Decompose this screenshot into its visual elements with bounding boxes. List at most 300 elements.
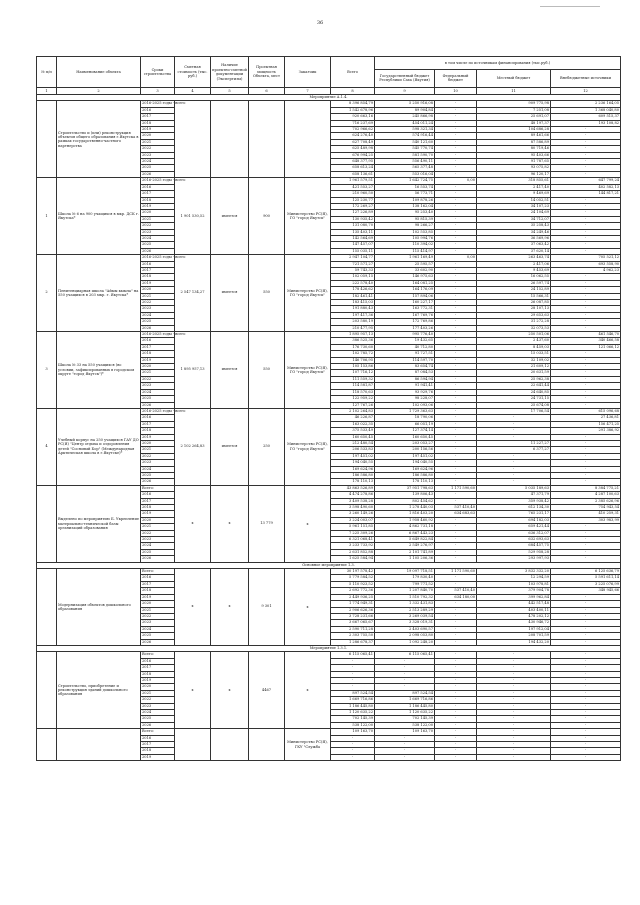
offbudget-cell: - xyxy=(551,248,621,254)
federal-budget-cell: - xyxy=(435,357,477,363)
term-cell: 2016-2025 годы - всего xyxy=(142,101,186,106)
total-cell: 30 197 578,42 xyxy=(331,569,375,575)
object-name xyxy=(57,729,141,761)
total-cell: 2 449 936,25 xyxy=(331,594,375,600)
header-numbers-row xyxy=(37,88,621,95)
state-budget-cell: 157 894,06 xyxy=(375,293,435,299)
local-budget-cell: 20 631,59 xyxy=(477,370,551,376)
header-number-cell: 6 xyxy=(249,88,285,95)
object-capacity xyxy=(249,729,285,761)
state-budget-cell: 2 098 053,80 xyxy=(375,633,435,639)
federal-budget-cell: - xyxy=(435,267,477,273)
local-budget-cell: 103 978,81 xyxy=(477,581,551,587)
local-budget-cell: - xyxy=(477,428,551,434)
state-budget-cell: 1 510 792,32 xyxy=(375,594,435,600)
term-cell: 2017 xyxy=(141,498,175,504)
offbudget-cell: - xyxy=(551,607,621,613)
local-budget-cell: 34 107,23 xyxy=(477,203,551,209)
total-cell: 627 708,49 xyxy=(331,139,375,145)
federal-budget-cell: - xyxy=(435,242,477,248)
object-name: Пенитенциарная школа "Айыы кыыла" на 550 учащихся в 203 мкр. г. Якутска* xyxy=(57,255,141,332)
local-budget-cell: 6 377,27 xyxy=(477,447,551,453)
term-cell: 2024 xyxy=(141,626,175,632)
state-budget-cell: 19 097 718,51 xyxy=(375,569,435,575)
federal-budget-cell: - xyxy=(435,498,477,504)
term-cell: 2026 xyxy=(141,325,175,331)
local-budget-cell: 24 104,69 xyxy=(477,210,551,216)
federal-budget-cell: - xyxy=(435,626,477,632)
total-cell: 3 667 065,67 xyxy=(331,620,375,626)
object-capacity: 900 xyxy=(249,178,285,255)
offbudget-cell: 461 546,70 xyxy=(551,332,621,338)
local-budget-cell: - xyxy=(477,421,551,427)
state-budget-cell: 33 602,90 xyxy=(375,267,435,273)
state-budget-cell: - xyxy=(375,748,435,754)
local-budget-cell: 37 063,42 xyxy=(477,242,551,248)
federal-budget-cell: - xyxy=(435,235,477,241)
object-customer: Министерство РС(Я), ГО "город Якутск" xyxy=(285,332,331,409)
federal-budget-cell: - xyxy=(435,722,477,728)
local-budget-cell: 15 033,51 xyxy=(477,351,551,357)
total-cell: 3 233 733,92 xyxy=(331,543,375,549)
federal-budget-cell: - xyxy=(435,319,477,325)
offbudget-cell: - xyxy=(551,703,621,709)
total-cell: 6 321 068,41 xyxy=(331,537,375,543)
local-budget-cell: 9 453,69 xyxy=(477,267,551,273)
total-cell: 7 225 309,26 xyxy=(331,530,375,536)
total-cell: 125 230,77 xyxy=(331,197,375,203)
table-row xyxy=(37,569,621,575)
offbudget-cell: - xyxy=(551,722,621,728)
federal-budget-cell: - xyxy=(435,351,477,357)
state-budget-cell: 86 594,94 xyxy=(375,376,435,382)
object-capacity: 550 xyxy=(249,332,285,409)
federal-budget-cell: - xyxy=(435,620,477,626)
federal-budget-cell: - xyxy=(435,639,477,645)
local-budget-cell: 25 962,38 xyxy=(477,376,551,382)
object-number xyxy=(37,101,57,178)
state-budget-cell: 164 081,25 xyxy=(375,280,435,286)
offbudget-cell: - xyxy=(551,530,621,536)
federal-budget-cell: - xyxy=(435,549,477,555)
federal-budget-cell: - xyxy=(435,152,477,158)
term-cell: 2022 xyxy=(141,223,175,229)
federal-budget-cell: - xyxy=(435,229,477,235)
object-docs: имеется xyxy=(211,408,249,485)
federal-budget-cell: - xyxy=(435,492,477,498)
offbudget-cell: - xyxy=(551,242,621,248)
term-cell: 2022 xyxy=(141,146,175,152)
local-budget-cell: 47 371,79 xyxy=(477,492,551,498)
offbudget-cell: 340 466,58 xyxy=(551,338,621,344)
term-cell: 2019 xyxy=(141,357,175,363)
state-budget-cell: 574 916,44 xyxy=(375,133,435,139)
object-name: Учебный корпус на 250 учащихся ГАУ ДО РС(Я) "Центр отдыха и оздоровления детей "Сосновый Бор" (Международная Арктическая школа в г.Якутске)* xyxy=(57,408,141,485)
state-budget-cell: 109 878,26 xyxy=(375,197,435,203)
offbudget-cell: - xyxy=(551,748,621,754)
term-cell: 2016 xyxy=(141,415,175,421)
state-budget-cell: 194 040,55 xyxy=(375,460,435,466)
section-title: Мероприятие 1.3.1. xyxy=(37,645,621,651)
object-name: Модернизация объектов дошкольного образования xyxy=(57,569,141,646)
local-budget-cell: - xyxy=(477,754,551,760)
object-customer: Министерство РС(Я), ГО "город Якутск" xyxy=(285,408,331,485)
term-cell: 2024 xyxy=(141,710,175,716)
header-term: Сроки строительства xyxy=(141,57,175,88)
federal-budget-cell: 1 171 590,60 xyxy=(435,485,477,491)
local-budget-cell: 35 258,43 xyxy=(477,223,551,229)
local-budget-cell: 26 597,74 xyxy=(477,280,551,286)
state-budget-cell: 95 815,39 xyxy=(375,216,435,222)
federal-budget-cell: - xyxy=(435,338,477,344)
term-cell: 2023 xyxy=(141,537,175,543)
offbudget-cell: 1 368 040,80 xyxy=(551,107,621,113)
local-budget-cell: 529 958,28 xyxy=(477,549,551,555)
total-cell: 105 153,86 xyxy=(331,364,375,370)
offbudget-cell: - xyxy=(551,376,621,382)
state-budget-cell: 25 595,57 xyxy=(375,261,435,267)
state-budget-cell: 2 403 690,57 xyxy=(375,626,435,632)
term-cell: 2017 xyxy=(141,665,175,671)
total-cell: 1 774 949,31 xyxy=(331,601,375,607)
federal-budget-cell: - xyxy=(435,697,477,703)
local-budget-cell: 87 586,89 xyxy=(477,139,551,145)
offbudget-cell: - xyxy=(551,293,621,299)
offbudget-cell: 609 515,37 xyxy=(551,114,621,120)
local-budget-cell: 96 120,17 xyxy=(477,171,551,177)
total-cell: 43 863 526,89 xyxy=(331,485,375,491)
federal-budget-cell: - xyxy=(435,396,477,402)
federal-budget-cell: - xyxy=(435,376,477,382)
offbudget-cell: - xyxy=(551,524,621,530)
total-cell: 118 570,63 xyxy=(331,389,375,395)
state-budget-cell: 556 490,11 xyxy=(375,159,435,165)
federal-budget-cell: - xyxy=(435,415,477,421)
offbudget-cell: - xyxy=(551,127,621,133)
local-budget-cell: 612 134,30 xyxy=(477,505,551,511)
federal-budget-cell: - xyxy=(435,440,477,446)
term-cell: 2020 xyxy=(141,364,175,370)
object-customer: Министерство РС(Я), ГО "город Якутск" xyxy=(285,178,331,255)
object-cost xyxy=(175,729,211,761)
federal-budget-cell: - xyxy=(435,293,477,299)
local-budget-cell: 17 706,54 xyxy=(477,408,551,414)
term-cell: 2022 xyxy=(141,530,175,536)
total-cell: 5 961 151,85 xyxy=(331,524,375,530)
header-docs: Наличие проектно-сметной документации (Экспертизы) xyxy=(211,57,249,88)
object-customer: Министерство РС(Я), ГО "город Якутск" xyxy=(285,255,331,332)
term-cell: 2021 xyxy=(141,293,175,299)
local-budget-cell: 48 197,37 xyxy=(477,120,551,126)
local-budget-cell: 91 787,65 xyxy=(477,159,551,165)
local-budget-cell: 442 517,48 xyxy=(477,601,551,607)
offbudget-cell: 2 385 626,96 xyxy=(551,498,621,504)
local-budget-cell: 3 832 332,20 xyxy=(477,569,551,575)
offbudget-cell: - xyxy=(551,235,621,241)
term-cell: 2016-2025 годы - всего xyxy=(142,255,186,260)
state-budget-cell: 200 156,56 xyxy=(375,447,435,453)
offbudget-cell: - xyxy=(551,479,621,485)
header-state: Государственный бюджет Республики Саха (Якутия) xyxy=(375,69,435,87)
term-cell: 2025 xyxy=(141,396,175,402)
local-budget-cell: - xyxy=(477,735,551,741)
offbudget-cell: - xyxy=(551,210,621,216)
state-budget-cell: 186 586,80 xyxy=(375,472,435,478)
total-cell: 538 122,00 xyxy=(331,722,375,728)
local-budget-cell: 636 312,07 xyxy=(477,530,551,536)
object-number xyxy=(37,485,57,562)
term-cell: 2023 xyxy=(141,306,175,312)
object-customer: Министерство РС(Я), ГКУ "Служба xyxy=(285,729,331,761)
local-budget-cell: 32 073,53 xyxy=(477,325,551,331)
object-number: 4 xyxy=(37,408,57,485)
federal-budget-cell: - xyxy=(435,466,477,472)
local-budget-cell: 2 437,60 xyxy=(477,338,551,344)
total-cell: 8 396 854,79 xyxy=(331,101,375,107)
state-budget-cell: 799 771,52 xyxy=(375,581,435,587)
federal-budget-cell: - xyxy=(435,274,477,280)
total-cell: 203 580,19 xyxy=(331,319,375,325)
federal-budget-cell: - xyxy=(435,665,477,671)
total-cell: 1 120 635,22 xyxy=(331,710,375,716)
state-budget-cell: 109 163,70 xyxy=(375,729,435,735)
federal-budget-cell: - xyxy=(435,216,477,222)
table-row xyxy=(37,332,621,338)
object-number xyxy=(37,729,57,761)
state-budget-cell: 1 816 403,20 xyxy=(375,511,435,517)
term-cell: 2016-2025 годы - всего xyxy=(142,178,186,183)
federal-budget-cell: - xyxy=(435,524,477,530)
federal-budget-cell: - xyxy=(435,389,477,395)
term-cell: 2018 xyxy=(141,351,175,357)
state-budget-cell: 160 650,45 xyxy=(375,434,435,440)
local-budget-cell: 7 251,08 xyxy=(477,107,551,113)
term-cell: 2024 xyxy=(141,389,175,395)
state-budget-cell: 98 228,07 xyxy=(375,396,435,402)
state-budget-cell: 897 524,54 xyxy=(375,690,435,696)
header-number-cell: 1 xyxy=(37,88,57,95)
local-budget-cell: - xyxy=(477,697,551,703)
term-cell: 2026 xyxy=(141,722,175,728)
state-budget-cell: 1 120 635,22 xyxy=(375,710,435,716)
offbudget-cell: - xyxy=(551,274,621,280)
term-cell: 2022 xyxy=(141,613,175,619)
federal-budget-cell: - xyxy=(435,191,477,197)
local-budget-cell: 250 501,06 xyxy=(477,332,551,338)
offbudget-cell: - xyxy=(551,306,621,312)
term-cell: 2024 xyxy=(141,235,175,241)
term-cell: 2019 xyxy=(141,594,175,600)
total-cell: - xyxy=(331,677,375,683)
offbudget-cell: - xyxy=(551,229,621,235)
object-docs xyxy=(211,101,249,178)
offbudget-cell: - xyxy=(551,633,621,639)
state-budget-cell: - xyxy=(375,665,435,671)
local-budget-cell: 24 152,89 xyxy=(477,287,551,293)
federal-budget-cell: - xyxy=(435,729,477,735)
total-cell: 1 186 445,80 xyxy=(331,703,375,709)
total-cell: 46 226,87 xyxy=(331,415,375,421)
total-cell: 107 716,12 xyxy=(331,370,375,376)
term-cell: 2017 xyxy=(141,114,175,120)
term-cell: 2016-2025 годы - всего xyxy=(142,332,186,337)
total-cell: 210 960,50 xyxy=(331,191,375,197)
local-budget-cell: 318 855,61 xyxy=(477,178,551,184)
total-cell: 920 663,16 xyxy=(331,114,375,120)
term-cell: 2019 xyxy=(141,511,175,517)
header-number-cell: 5 xyxy=(211,88,249,95)
term-cell: 2016 xyxy=(141,261,175,267)
term-cell: 2021 xyxy=(141,139,175,145)
federal-budget-cell: - xyxy=(435,370,477,376)
object-number xyxy=(37,569,57,646)
federal-budget-cell: - xyxy=(435,742,477,748)
term-cell: 2016 xyxy=(141,575,175,581)
state-budget-cell: 6 867 443,23 xyxy=(375,530,435,536)
local-budget-cell: 9 469,69 xyxy=(477,191,551,197)
offbudget-cell: 348 945,66 xyxy=(551,588,621,594)
local-budget-cell: 25 674,08 xyxy=(477,402,551,408)
local-budget-cell: 208 701,59 xyxy=(477,633,551,639)
term-cell: 2026 xyxy=(141,556,175,562)
offbudget-cell: - xyxy=(551,364,621,370)
total-cell: 716 237,69 xyxy=(331,120,375,126)
state-budget-cell: 93 929,76 xyxy=(375,389,435,395)
state-budget-cell: 565 377,48 xyxy=(375,165,435,171)
object-name: Строительство и (или) реконструкция объектов общего образования г.Якутска в рамках государственно-частного партнерства xyxy=(57,101,141,178)
federal-budget-cell: - xyxy=(435,658,477,664)
offbudget-cell: - xyxy=(551,434,621,440)
object-name: Школа № 33 на 550 учащихся (во условии, зафиксированных в городском округе "город Якутск")* xyxy=(57,332,141,409)
state-budget-cell: 1 278 440,03 xyxy=(375,505,435,511)
local-budget-cell: 24 731,15 xyxy=(477,396,551,402)
state-budget-cell: 2 101 741,89 xyxy=(375,549,435,555)
local-budget-cell: 909 775,98 xyxy=(477,101,551,107)
total-cell: 6 115 065,41 xyxy=(331,652,375,658)
local-budget-cell: - xyxy=(477,434,551,440)
state-budget-cell: 19 432,65 xyxy=(375,338,435,344)
term-cell: 2023 xyxy=(141,703,175,709)
state-budget-cell: 454 011,24 xyxy=(375,120,435,126)
local-budget-cell: - xyxy=(477,671,551,677)
federal-budget-cell: - xyxy=(435,434,477,440)
offbudget-cell: 410 259,31 xyxy=(551,511,621,517)
total-cell: 375 533,49 xyxy=(331,428,375,434)
federal-budget-cell: 634 180,00 xyxy=(435,594,477,600)
offbudget-cell: - xyxy=(551,729,621,735)
term-cell: 2021 xyxy=(141,447,175,453)
federal-budget-cell: - xyxy=(435,364,477,370)
federal-budget-cell: - xyxy=(435,306,477,312)
term-cell: 2023 xyxy=(141,152,175,158)
total-cell: 658 136,61 xyxy=(331,171,375,177)
offbudget-cell: - xyxy=(551,152,621,158)
term-cell: 2023 xyxy=(141,383,175,389)
total-cell: 624 276,40 xyxy=(331,133,375,139)
object-docs: x xyxy=(211,569,249,646)
header-funding-group: в том числе по источникам финансирования (тыс.руб.) xyxy=(375,57,621,70)
state-budget-cell: 91 941,41 xyxy=(375,383,435,389)
offbudget-cell: - xyxy=(551,312,621,318)
term-cell: 2019 xyxy=(141,754,175,760)
object-customer xyxy=(285,101,331,178)
term-cell: 2018 xyxy=(141,274,175,280)
local-budget-cell: - xyxy=(477,684,551,690)
state-budget-cell: 98 266,27 xyxy=(375,223,435,229)
object-number xyxy=(37,652,57,729)
header-number-cell: 7 xyxy=(285,88,331,95)
term-cell: 2025 xyxy=(141,472,175,478)
federal-budget-cell: - xyxy=(435,171,477,177)
state-budget-cell: 95 253,40 xyxy=(375,210,435,216)
header-number-cell: 12 xyxy=(551,88,621,95)
term-cell: 2019 xyxy=(141,127,175,133)
federal-budget-cell: - xyxy=(435,447,477,453)
total-cell: 5 110 923,52 xyxy=(331,581,375,587)
term-cell: 2021 xyxy=(141,216,175,222)
federal-budget-cell: - xyxy=(435,280,477,286)
term-cell: 2024 xyxy=(141,543,175,549)
total-cell: 176 730,60 xyxy=(331,344,375,350)
state-budget-cell: 127 374,14 xyxy=(375,428,435,434)
state-budget-cell: 1 958 460,92 xyxy=(375,517,435,523)
term-cell: 2026 xyxy=(141,402,175,408)
total-cell: 186 586,80 xyxy=(331,472,375,478)
offbudget-cell: - xyxy=(551,742,621,748)
total-cell: 102 785,72 xyxy=(331,351,375,357)
state-budget-cell: 66 051,19 xyxy=(375,421,435,427)
total-cell: 197 417,36 xyxy=(331,312,375,318)
object-name: Строительство, приобретение и реконструкция зданий дошкольного образования xyxy=(57,652,141,729)
federal-budget-cell: - xyxy=(435,581,477,587)
term-cell: 2023 xyxy=(141,229,175,235)
term-cell: 2022 xyxy=(141,697,175,703)
local-budget-cell: - xyxy=(477,742,551,748)
total-cell: 131 080,70 xyxy=(331,223,375,229)
state-budget-cell: 1 105 206,36 xyxy=(375,556,435,562)
federal-budget-cell: - xyxy=(435,716,477,722)
offbudget-cell: 5 591 611,14 xyxy=(551,575,621,581)
object-customer: x xyxy=(285,569,331,646)
total-cell: 1 625 584,94 xyxy=(331,556,375,562)
local-budget-cell: 399 962,84 xyxy=(477,594,551,600)
federal-budget-cell: - xyxy=(435,402,477,408)
object-number: 1 xyxy=(37,178,57,255)
offbudget-cell: - xyxy=(551,383,621,389)
term-cell: 2020 xyxy=(141,133,175,139)
local-budget-cell: 379 904,78 xyxy=(477,588,551,594)
local-budget-cell: - xyxy=(477,472,551,478)
state-budget-cell: 167 769,76 xyxy=(375,312,435,318)
table-row xyxy=(37,485,621,491)
federal-budget-cell: - xyxy=(435,383,477,389)
term-cell: 2025 xyxy=(141,549,175,555)
local-budget-cell: - xyxy=(477,748,551,754)
state-budget-cell: 245 866,98 xyxy=(375,114,435,120)
offbudget-cell: - xyxy=(551,620,621,626)
term-cell: 2019 xyxy=(141,280,175,286)
total-cell: 183 415,03 xyxy=(331,300,375,306)
federal-budget-cell: - xyxy=(435,421,477,427)
term-cell: 2016-2025 годы - всего xyxy=(142,408,186,413)
local-budget-cell: 89 461,66 xyxy=(477,133,551,139)
local-budget-cell: 22 641,44 xyxy=(477,383,551,389)
header-total: Всего xyxy=(331,57,375,88)
term-cell: 2021 xyxy=(141,607,175,613)
state-budget-cell: 6 115 065,41 xyxy=(375,652,435,658)
local-budget-cell: 403 400,11 xyxy=(477,607,551,613)
local-budget-cell: - xyxy=(477,690,551,696)
